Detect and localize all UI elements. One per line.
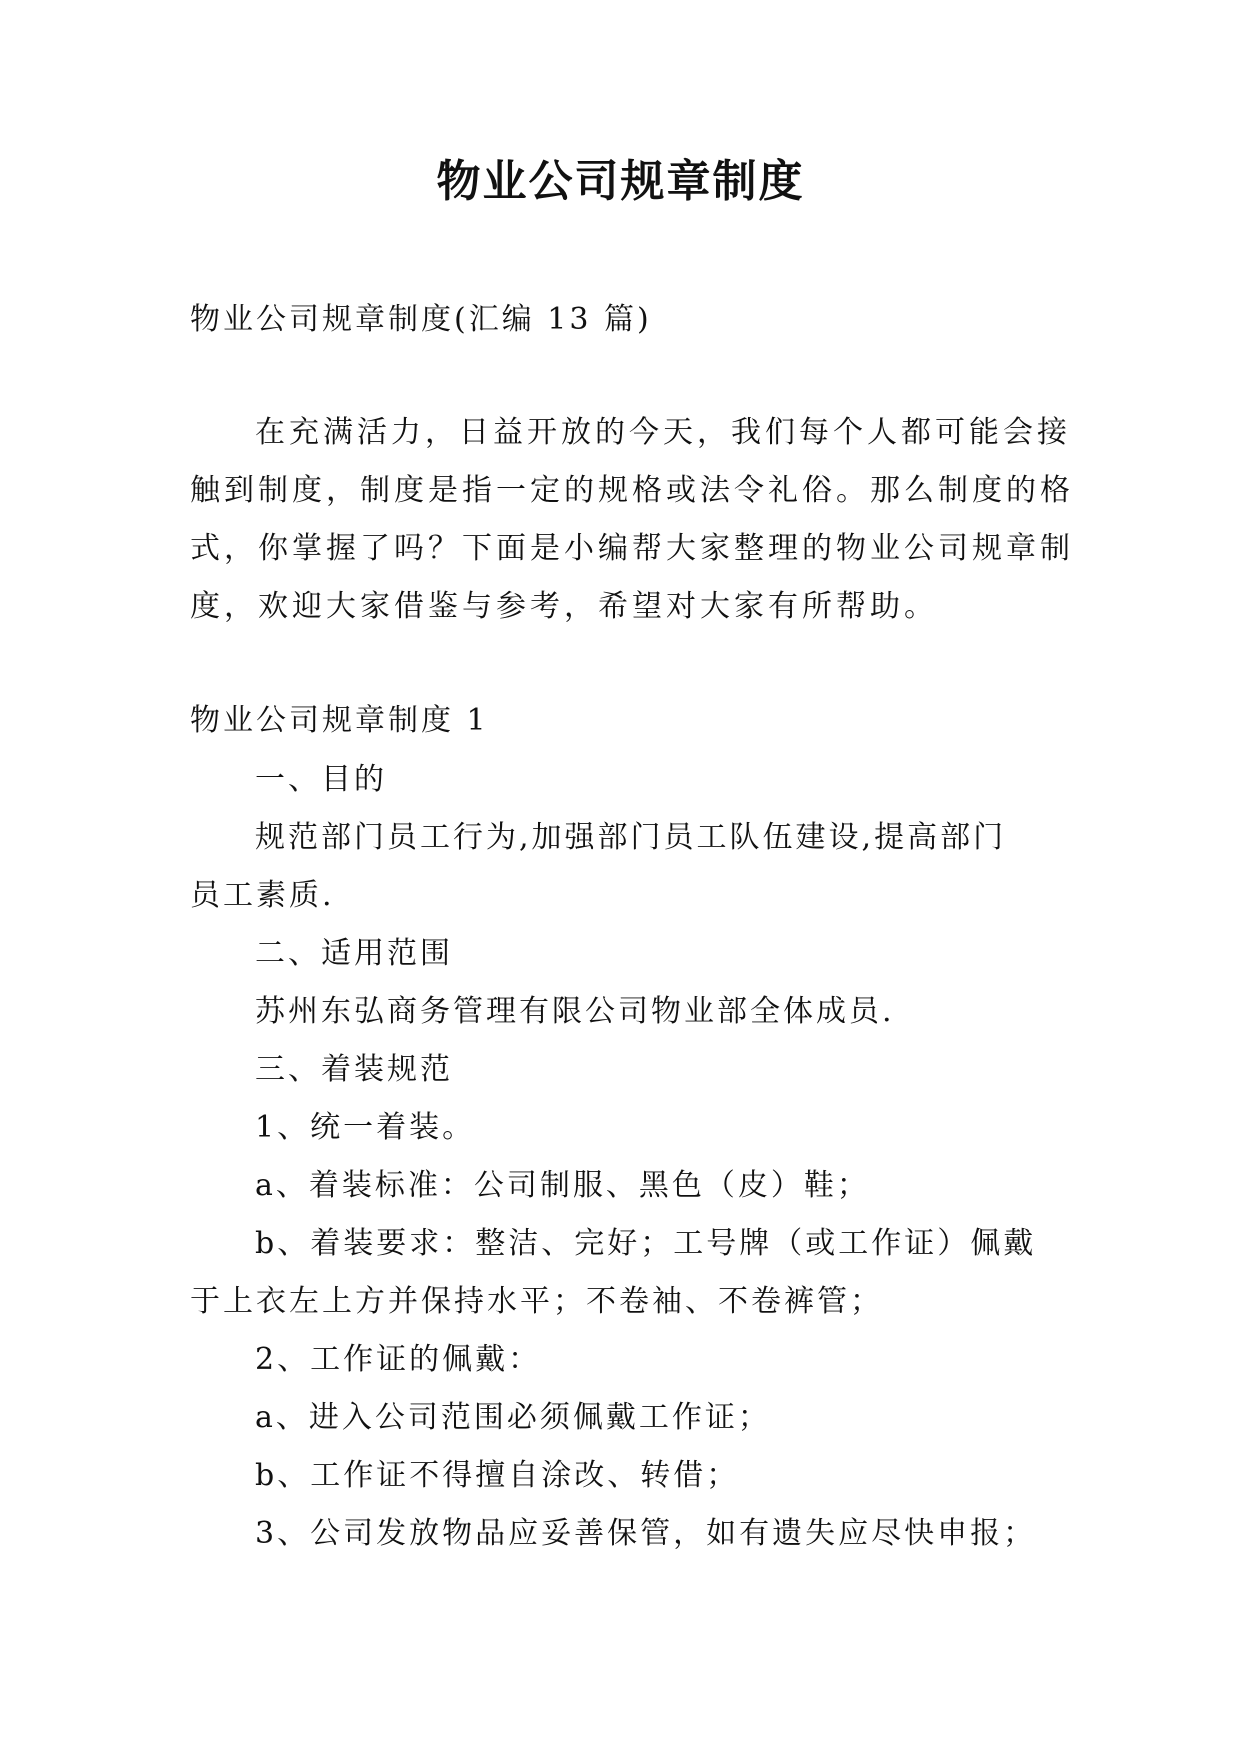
heading-purpose: 一、目的	[255, 762, 387, 797]
list-item: 1、统一着装。	[255, 1110, 476, 1145]
list-item: b、工作证不得擅自涂改、转借；	[255, 1458, 740, 1493]
body-line: 规范部门员工行为,加强部门员工队伍建设,提高部门	[255, 820, 1007, 855]
section-heading: 物业公司规章制度 1	[190, 703, 489, 738]
body-line: 于上衣左上方并保持水平；不卷袖、不卷裤管；	[190, 1284, 883, 1319]
list-item: a、着装标准：公司制服、黑色（皮）鞋；	[255, 1168, 870, 1203]
heading-scope: 二、适用范围	[255, 936, 453, 971]
list-item: 2、工作证的佩戴：	[255, 1342, 542, 1377]
list-item: a、进入公司范围必须佩戴工作证；	[255, 1400, 771, 1435]
intro-line: 触到制度，制度是指一定的规格或法令礼俗。那么制度的格	[190, 473, 1074, 508]
intro-line: 式，你掌握了吗？下面是小编帮大家整理的物业公司规章制	[190, 531, 1074, 566]
list-item: b、着装要求：整洁、完好；工号牌（或工作证）佩戴	[255, 1226, 1037, 1261]
list-item: 3、公司发放物品应妥善保管，如有遗失应尽快申报；	[255, 1516, 1037, 1551]
body-line: 员工素质.	[190, 878, 335, 913]
heading-dress-code: 三、着装规范	[255, 1052, 453, 1087]
body-line: 苏州东弘商务管理有限公司物业部全体成员.	[255, 994, 895, 1029]
intro-line: 在充满活力，日益开放的今天，我们每个人都可能会接	[255, 415, 1071, 450]
intro-line: 度，欢迎大家借鉴与参考，希望对大家有所帮助。	[190, 589, 938, 624]
document-subtitle: 物业公司规章制度(汇编 13 篇)	[190, 302, 652, 337]
document-title: 物业公司规章制度	[436, 156, 805, 207]
